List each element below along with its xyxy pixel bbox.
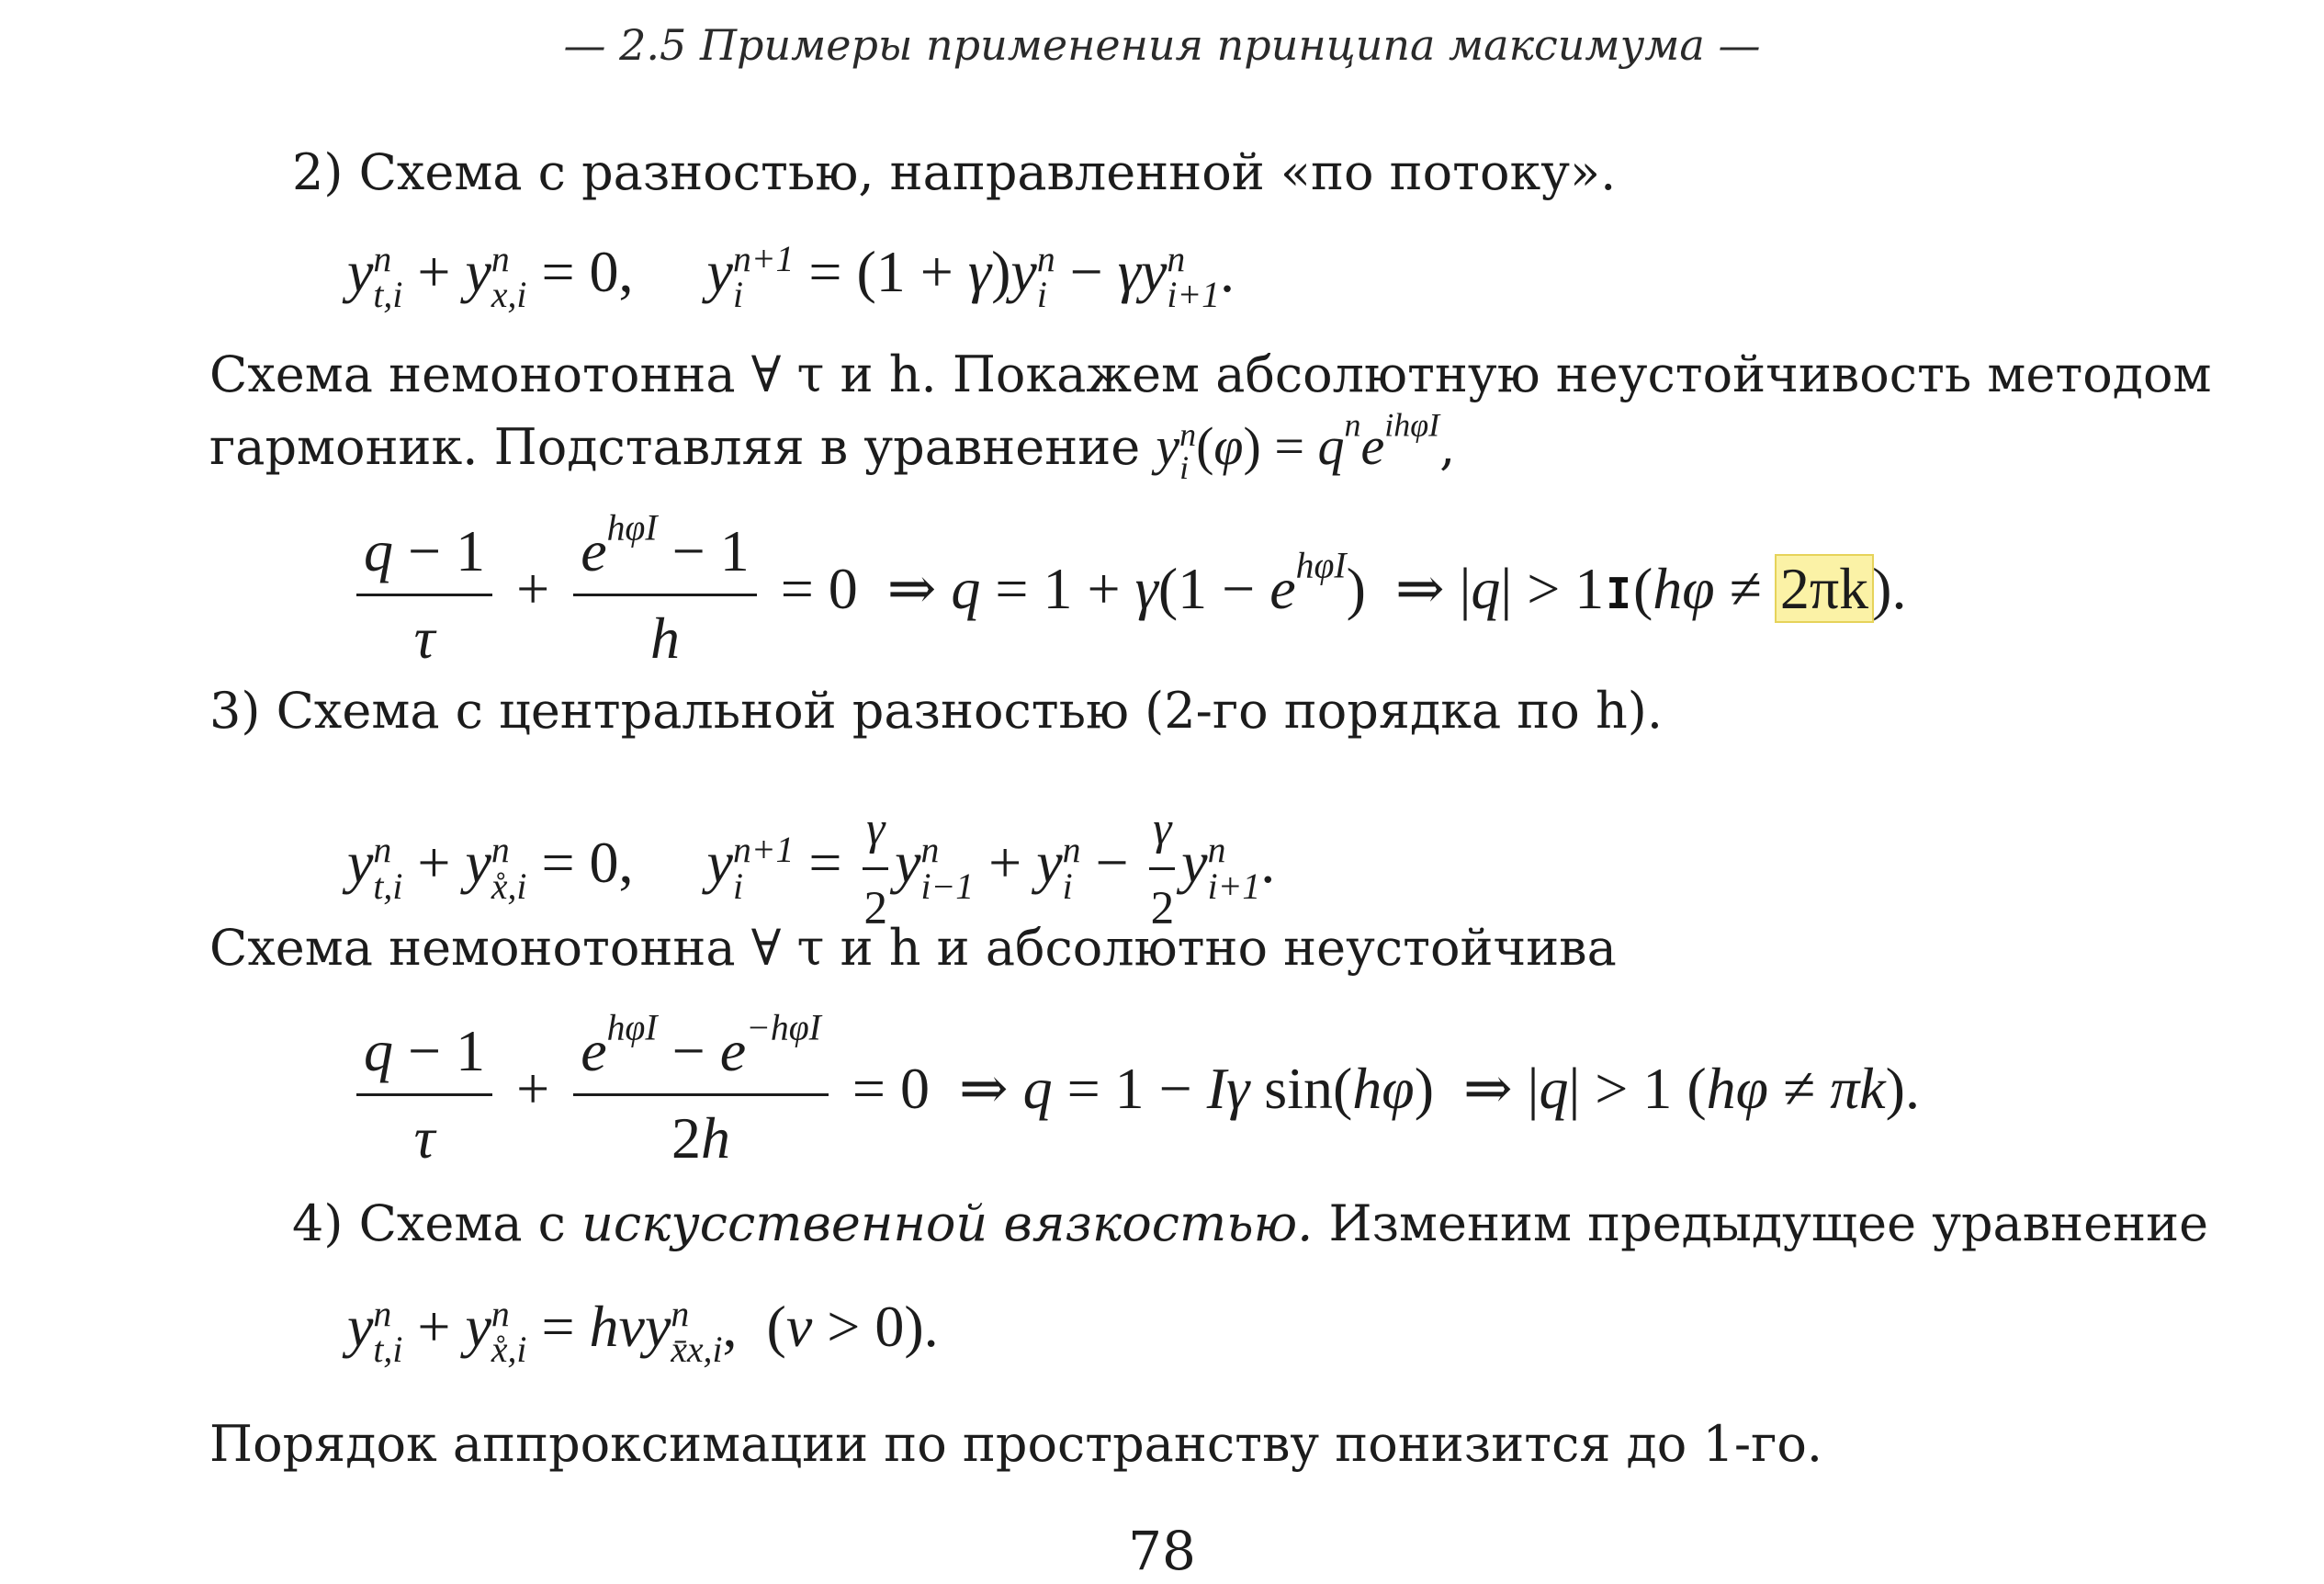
item4-heading <box>292 1191 2208 1257</box>
equation-artificial-viscosity: y n t,i + y n x̊,i = hνy n x̄x,i , (ν > 0). <box>347 1293 939 1371</box>
item3-text: Схема немонотонна ∀ τ и h и абсолютно неустойчива <box>209 919 1617 977</box>
equation-central-instability: $\frac{q - 1}{\tau}$ + $\frac{e^{h\varphi I} - e^{-h\varphi I}}{2h}$ = 0 ⇒ q = 1 − Iγ sin(hφ) ⇒ |q| > 1 (hφ ≠ πk). <box>347 1014 1920 1175</box>
item3-heading: 3) Схема с центральной разностью (2-го порядка по h). <box>209 682 1663 740</box>
item2-heading: 2) Схема с разностью, направленной «по потоку». <box>292 143 1617 201</box>
running-header: — 2.5 Примеры применения принципа максимума — <box>563 20 1761 70</box>
item2-text-line2-words: гармоник. Подставляя в уравнение <box>209 418 1141 476</box>
item2-text-line1: Схема немонотонна ∀ τ и h. Покажем абсолютную неустойчивость методом <box>209 345 2212 403</box>
item4-heading-suffix: Изменим предыдущее уравнение <box>1328 1194 2209 1252</box>
text-cursor-icon: I <box>1606 569 1631 619</box>
item4-heading-italic: искусственной вязкостью. <box>581 1194 1314 1252</box>
closing-text: Порядок аппроксимации по пространству понизится до 1-го. <box>209 1415 1823 1473</box>
equation-central-scheme: y n t,i + y n x̊,i = 0, y n+1 i = $\frac{\gamma}{2}$ y n i−1 + y n i − $\frac{\gamma}{2}$ y n i+1 . <box>347 792 1275 945</box>
item4-heading-prefix: 4) Схема с <box>292 1194 566 1252</box>
equation-upwind-instability: $\frac{q - 1}{\tau}$ + $\frac{e^{h\varphi I} - 1}{h}$ = 0 ⇒ $q = 1 + \gamma(1 - e^{h\varphi I})$ ⇒ |q| > 1I(hφ ≠ 2πk). <box>347 515 1906 675</box>
equation-upwind-scheme: y n t,i + y n x,i = 0, y n+1 i = (1 + γ)y n i − γy n i+1 . <box>347 238 1235 316</box>
page-number: 78 <box>1128 1520 1196 1582</box>
item2-text-line2: гармоник. Подставляя в уравнение y n i $(\varphi) = q^ne^{ih\varphi I}$, <box>209 406 1456 486</box>
highlighted-term: 2πk <box>1777 556 1872 621</box>
